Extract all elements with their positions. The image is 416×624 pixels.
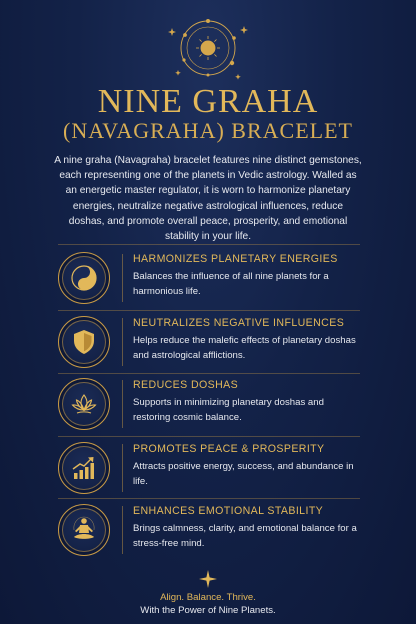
meditation-icon bbox=[70, 516, 98, 544]
feature-description: Attracts positive energy, success, and abundance in life. bbox=[133, 461, 354, 487]
lotus-icon bbox=[70, 390, 98, 418]
feature-description: Helps reduce the malefic effects of planetary doshas and astrological afflictions. bbox=[133, 335, 356, 361]
footer-tagline: Align. Balance. Thrive. bbox=[160, 592, 256, 603]
footer-subline: With the Power of Nine Planets. bbox=[140, 605, 276, 616]
feature-icon-badge bbox=[58, 252, 110, 304]
intro-paragraph: A nine graha (Navagraha) bracelet features nine distinct gemstones, each representing one of the planets in Vedic astrology. Walled as an energetic master regulator, it is worn to harmonize planetary energies, neutralize negative astrological influences, reduce doshas, and promote overall peace, prosperity, and emotional stability in your life. bbox=[54, 155, 362, 243]
divider bbox=[58, 244, 360, 245]
shield-icon bbox=[70, 328, 98, 356]
divider bbox=[58, 373, 360, 374]
feature-icon-badge bbox=[58, 378, 110, 430]
feature-separator bbox=[122, 318, 123, 366]
feature-title: ENHANCES EMOTIONAL STABILITY bbox=[133, 505, 324, 517]
feature-separator bbox=[122, 380, 123, 428]
feature-description: Brings calmness, clarity, and emotional balance for a stress-free mind. bbox=[133, 523, 357, 549]
feature-icon-badge bbox=[58, 316, 110, 368]
growth-chart-icon bbox=[70, 454, 98, 482]
feature-separator bbox=[122, 254, 123, 302]
feature-reduces-doshas bbox=[58, 376, 362, 434]
yin-yang-icon bbox=[70, 264, 98, 292]
feature-title: NEUTRALIZES NEGATIVE INFLUENCES bbox=[133, 317, 345, 329]
feature-peace-prosperity bbox=[58, 440, 362, 498]
celestial-sun-emblem-icon bbox=[158, 8, 258, 88]
feature-separator bbox=[122, 506, 123, 554]
feature-description: Supports in minimizing planetary doshas and restoring cosmic balance. bbox=[133, 397, 324, 423]
feature-description: Balances the influence of all nine planets for a harmonious life. bbox=[133, 271, 329, 297]
feature-harmonizes bbox=[58, 250, 362, 308]
feature-title: REDUCES DOSHAS bbox=[133, 379, 239, 391]
page-subtitle: (NAVAGRAHA) BRACELET bbox=[63, 118, 353, 143]
feature-separator bbox=[122, 444, 123, 492]
divider bbox=[58, 310, 360, 311]
feature-icon-badge bbox=[58, 504, 110, 556]
feature-icon-badge bbox=[58, 442, 110, 494]
feature-title: PROMOTES PEACE & PROSPERITY bbox=[133, 443, 325, 455]
feature-neutralizes bbox=[58, 314, 362, 372]
feature-title: HARMONIZES PLANETARY ENERGIES bbox=[133, 253, 338, 265]
page-title: NINE GRAHA bbox=[97, 83, 319, 120]
divider bbox=[58, 498, 360, 499]
feature-emotional-stability bbox=[58, 502, 362, 560]
divider bbox=[58, 436, 360, 437]
sparkle-star-icon bbox=[199, 570, 217, 588]
